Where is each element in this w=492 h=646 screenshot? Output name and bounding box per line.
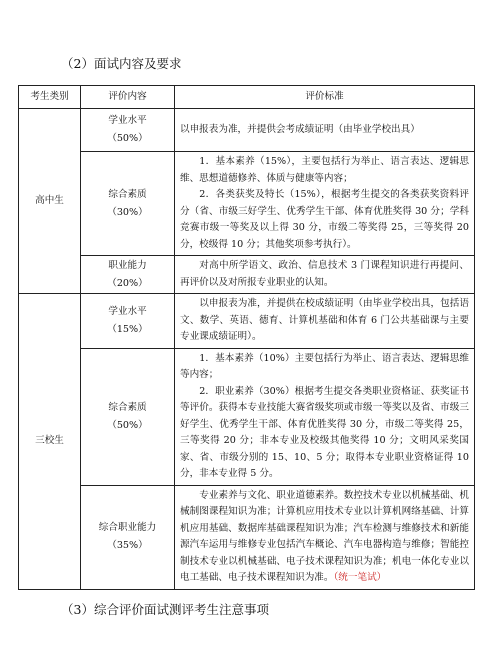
item-label: 学业水平 xyxy=(108,115,147,126)
criteria-text: 对高中所学语文、政治、信息技术 3 门课程知识进行再提问、再评价以及对所报专业职业的认知。 xyxy=(180,260,469,288)
item-cell xyxy=(81,256,175,294)
exam-note: （统一笔试） xyxy=(333,572,387,583)
item-label: 学业水平 xyxy=(108,305,147,317)
criteria-text xyxy=(180,488,469,587)
criteria-text: 以申报表为准，并提供在校成绩证明（由毕业学校出具，包括语文、数学、英语、德育、计算机基础和体育 6 门公共基础课与主要专业课成绩证明）。 xyxy=(180,298,469,342)
interview-criteria-table xyxy=(18,85,475,590)
table-row xyxy=(19,294,475,349)
criteria-cell xyxy=(175,294,475,349)
footer-heading: （3）综合评价面试测评考生注意事项 xyxy=(61,602,269,617)
item-weight: （50%） xyxy=(107,133,148,144)
criteria-cell xyxy=(175,348,475,485)
table-row xyxy=(19,485,475,589)
item-weight: （15%） xyxy=(107,323,148,335)
criteria-text: 以申报表为准，并提供会考成绩证明（由毕业学校出具） xyxy=(180,123,420,135)
item-weight: （50%） xyxy=(107,419,148,431)
item-cell xyxy=(81,348,175,485)
criteria-cell xyxy=(175,152,475,256)
table-header-row xyxy=(19,86,475,109)
category-cell: 高中生 xyxy=(19,109,81,294)
item-label: 综合职业能力 xyxy=(98,522,157,533)
item-cell xyxy=(81,294,175,349)
item-weight: （30%） xyxy=(107,206,148,218)
criteria-cell xyxy=(175,109,475,152)
item-weight: （20%） xyxy=(107,277,148,289)
header-category: 考生类别 xyxy=(19,86,81,109)
criteria-text: 1．基本素养（15%），主要包括行为举止、语言表达、逻辑思维、思想道德修养、体质与健康等内容； xyxy=(180,156,469,184)
section-heading: （2）面试内容及要求 xyxy=(61,56,182,71)
category-cell: 三校生 xyxy=(19,294,81,590)
table-row xyxy=(19,348,475,485)
criteria-cell xyxy=(175,256,475,294)
item-cell xyxy=(81,109,175,152)
table-row xyxy=(19,152,475,256)
item-cell xyxy=(81,485,175,589)
item-cell xyxy=(81,152,175,256)
item-label: 综合素质 xyxy=(108,401,147,413)
table-row xyxy=(19,256,475,294)
item-label: 综合素质 xyxy=(108,188,147,200)
criteria-body: 专业素养与文化、职业道德素养。数控技术专业以机械基础、机械制图课程知识为准；计算机应用技术专业以计算机网络基础、计算机应用基础、数据库基础课程知识为准；汽车检测与维修技术和新能源汽车运用与维修专业包括汽车概论、汽车电器构造与维修；智能控制技术专业以机械基础、电子技术课程知识为准；机电一体化专业以电工基础、电子技术课程知识为准。 xyxy=(180,489,469,583)
item-label: 职业能力 xyxy=(108,259,147,271)
item-weight: （35%） xyxy=(107,540,148,551)
table-row xyxy=(19,109,475,152)
criteria-text: 1．基本素养（10%）主要包括行为举止、语言表达、逻辑思维等内容； xyxy=(180,352,469,380)
criteria-text: 2．职业素养（30%）根据考生提交各类职业资格证、获奖证书等评价。获得本专业技能大赛省级奖项或市级一等奖以及省、市级三好学生、优秀学生干部、体育优胜奖得 30 分，市级二等奖得 25，三等奖得 20 分；非本专业及校级其他奖得 10 分；文明风采奖国家、省、市级分别的 15、10、5 分；取得本专业职业资格证得 10 分，非本专业得 5 分。 xyxy=(180,385,469,479)
header-content: 评价内容 xyxy=(81,86,175,109)
criteria-cell xyxy=(175,485,475,589)
header-standard: 评价标准 xyxy=(175,86,475,109)
criteria-text: 2．各类获奖及特长（15%），根据考生提交的各类获奖资料评分（省、市级三好学生、优秀学生干部、体育优胜奖得 30 分；学科竞赛市级一等奖及以上得 30 分，市级二等奖得 25，三等奖得 20 分，校级得 10 分；其他奖项参考执行）。 xyxy=(180,189,469,250)
